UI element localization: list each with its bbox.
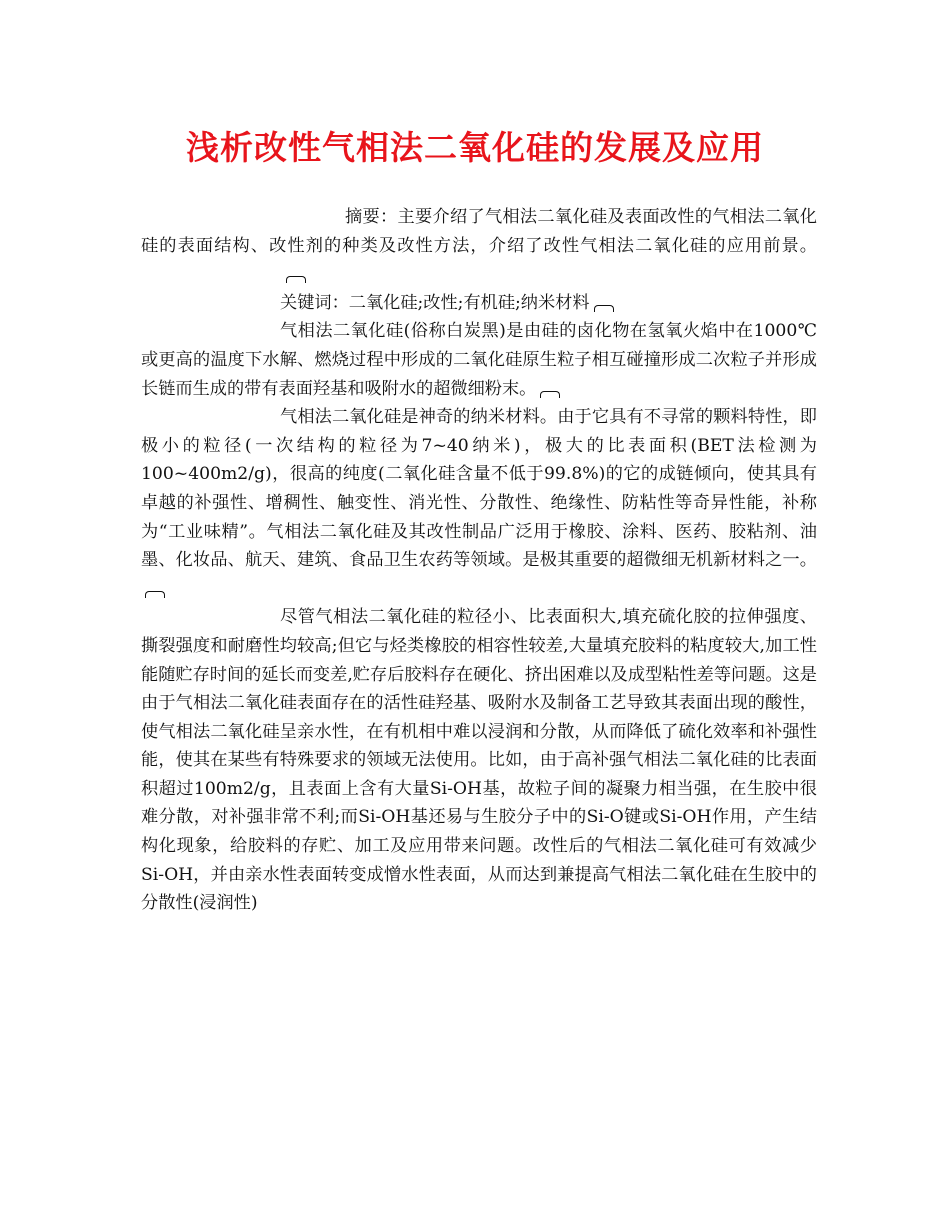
paragraph-mark-icon [145,591,165,598]
keywords-paragraph [141,289,817,318]
document-title: 浅析改性气相法二氧化硅的发展及应用 [186,128,764,167]
paragraph-text: 尽管气相法二氧化硅的粒径小、比表面积大,填充硫化胶的拉伸强度、撕裂强度和耐磨性均较高;但它与烃类橡胶的相容性较差,大量填充胶料的粘度较大,加工性能随贮存时间的延长而变差,贮存后胶料存在硬化、挤出困难以及成型粘性差等问题。这是由于气相法二氧化硅表面存在的活性硅羟基、吸附水及制备工艺导致其表面出现的酸性，使气相法二氧化硅呈亲水性，在有机相中难以浸润和分散，从而降低了硫化效率和补强性能，使其在某些有特殊要求的领域无法使用。比如，由于高补强气相法二氧化硅的比表面积超过100m2/g，且表面上含有大量Si-OH基，故粒子间的凝聚力相当强，在生胶中很难分散，对补强非常不利;而Si-OH基还易与生胶分子中的Si-O键或Si-OH作用，产生结构化现象，给胶料的存贮、加工及应用带来问题。改性后的气相法二氧化硅可有效减少Si-OH，并由亲水性表面转变成憎水性表面，从而达到兼提高气相法二氧化硅在生胶中的分散性(浸润性) [141,607,817,914]
abstract-paragraph [141,203,817,289]
paragraph-mark-icon [286,276,306,283]
paragraph-mark-icon [594,305,614,312]
paragraph-text: 气相法二氧化硅(俗称白炭黑)是由硅的卤化物在氢氧火焰中在1000℃或更高的温度下水解、燃烧过程中形成的二氧化硅原生粒子相互碰撞形成二次粒子并形成长链而生成的带有表面羟基和吸附水的超微细粉末。 [141,321,817,399]
abstract-text: 摘要：主要介绍了气相法二氧化硅及表面改性的气相法二氧化硅的表面结构、改性剂的种类及改性方法，介绍了改性气相法二氧化硅的应用前景。 [141,207,817,256]
keywords-text: 关键词：二氧化硅;改性;有机硅;纳米材料 [280,292,590,313]
document-body [141,203,817,918]
body-paragraph [141,603,817,918]
paragraph-mark-icon [540,391,560,398]
paragraph-text: 气相法二氧化硅是神奇的纳米材料。由于它具有不寻常的颗料特性，即极小的粒径(一次结构的粒径为7~40纳米)，极大的比表面积(BET法检测为100~400m2/g)，很高的纯度(二氧化硅含量不低于99.8%)的它的成链倾向，使其具有卓越的补强性、增稠性、触变性、消光性、分散性、绝缘性、防粘性等奇异性能，补称为“工业味精”。气相法二氧化硅及其改性制品广泛用于橡胶、涂料、医药、胶粘剂、油墨、化妆品、航天、建筑、食品卫生农药等领域。是极其重要的超微细无机新材料之一。 [141,407,817,571]
body-paragraph [141,317,817,403]
body-paragraph [141,403,817,603]
